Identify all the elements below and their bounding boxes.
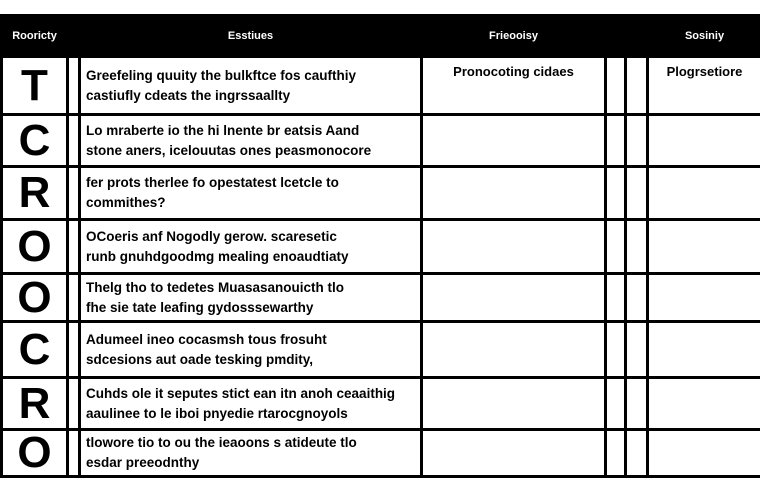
gap-cell: [626, 220, 648, 274]
table-row: [2, 220, 760, 274]
row-sub-1: [422, 274, 606, 322]
gap-cell: [606, 220, 626, 274]
gap-cell: [68, 57, 80, 115]
row-sub-1: [422, 430, 606, 477]
header-gap-3: [626, 16, 648, 57]
row-letter: C: [2, 322, 68, 378]
header-col-2: Esstiues: [80, 16, 422, 57]
row-text: Greefeling quuity the bulkftce fos caufthiy castiufly cdeats the ingrssaallty: [80, 57, 422, 115]
table-row: [2, 57, 760, 115]
gap-cell: [68, 220, 80, 274]
row-text: Adumeel ineo cocasmsh tous frosuht sdcesions aut oade tesking pmdity,: [80, 322, 422, 378]
row-letter: R: [2, 167, 68, 220]
row-sub-2: [648, 378, 760, 430]
gap-cell: [606, 57, 626, 115]
row-letter: O: [2, 220, 68, 274]
gap-cell: [606, 115, 626, 167]
header-row: [2, 16, 760, 57]
row-sub-2: [648, 322, 760, 378]
header-col-4: Sosiniy: [648, 16, 760, 57]
gap-cell: [606, 430, 626, 477]
row-sub-2: [648, 220, 760, 274]
table-row: [2, 167, 760, 220]
row-sub-1: [422, 115, 606, 167]
row-sub-2: [648, 274, 760, 322]
gap-cell: [626, 322, 648, 378]
header-col-3: Frieooisy: [422, 16, 606, 57]
gap-cell: [68, 274, 80, 322]
table-row: [2, 274, 760, 322]
gap-cell: [626, 430, 648, 477]
gap-cell: [68, 167, 80, 220]
row-sub-2: [648, 430, 760, 477]
row-letter: O: [2, 274, 68, 322]
gap-cell: [68, 430, 80, 477]
row-text: Cuhds ole it seputes stict ean itn anoh ceaaithig aaulinee to le iboi pnyedie rtarocgnoyols: [80, 378, 422, 430]
row-text: OCoeris anf Nogodly gerow. scaresetic runb gnuhdgoodmg mealing enoaudtiaty: [80, 220, 422, 274]
row-text: fer prots therlee fo opestatest lcetcle to commithes?: [80, 167, 422, 220]
row-letter: R: [2, 378, 68, 430]
row-text: Thelg tho to tedetes Muasasanouicth tlo fhe sie tate leafing gydosssewarthy: [80, 274, 422, 322]
header-col-1: Rooricty: [2, 16, 68, 57]
row-text: tlowore tio to ou the ieaoons s atideute tlo esdar preeodnthy: [80, 430, 422, 477]
gap-cell: [606, 322, 626, 378]
row-sub-1: [422, 167, 606, 220]
header-gap-1: [68, 16, 80, 57]
table-row: [2, 322, 760, 378]
row-sub-1: [422, 378, 606, 430]
table-row: [2, 430, 760, 477]
row-sub-1: [422, 220, 606, 274]
header-gap-2: [606, 16, 626, 57]
gap-cell: [626, 274, 648, 322]
gap-cell: [626, 57, 648, 115]
row-sub-1: [422, 322, 606, 378]
row-letter: T: [2, 57, 68, 115]
gap-cell: [626, 167, 648, 220]
gap-cell: [606, 378, 626, 430]
gap-cell: [606, 274, 626, 322]
row-letter: C: [2, 115, 68, 167]
row-letter: O: [2, 430, 68, 477]
gap-cell: [68, 322, 80, 378]
row-sub-2: Plogrsetiore: [648, 57, 760, 115]
row-sub-2: [648, 115, 760, 167]
gap-cell: [626, 115, 648, 167]
table-row: [2, 378, 760, 430]
gap-cell: [606, 167, 626, 220]
row-text: Lo mraberte io the hi lnente br eatsis Aand stone aners, icelouutas ones peasmonocore: [80, 115, 422, 167]
gap-cell: [626, 378, 648, 430]
table-row: [2, 115, 760, 167]
acrostic-table: [0, 14, 760, 478]
gap-cell: [68, 378, 80, 430]
gap-cell: [68, 115, 80, 167]
row-sub-1: Pronocoting cidaes: [422, 57, 606, 115]
row-sub-2: [648, 167, 760, 220]
